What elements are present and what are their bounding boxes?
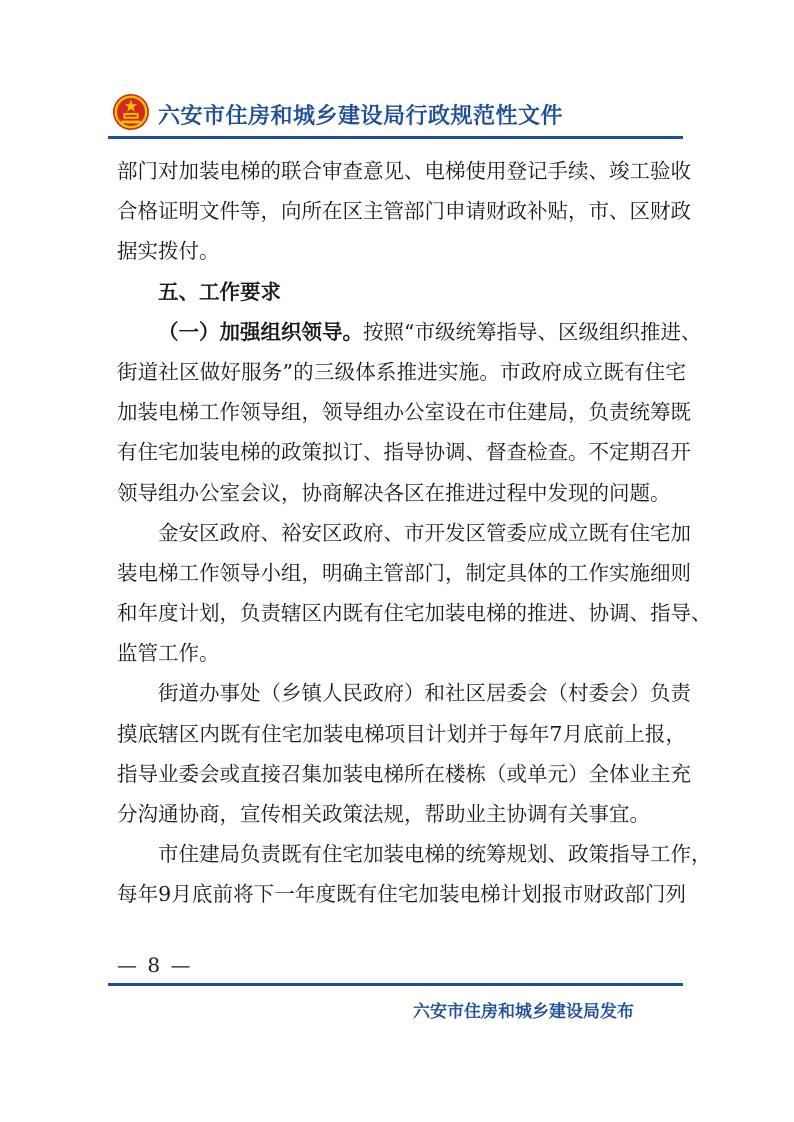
document-header (108, 88, 683, 138)
footer-publisher: 六安市住房和城乡建设局发布 (413, 1002, 634, 1022)
paragraph-line: 领导组办公室会议，协商解决各区在推进过程中发现的问题。 (117, 480, 671, 505)
page-number: — 8 — (117, 953, 193, 977)
national-emblem-icon (112, 93, 150, 131)
paragraph-line: 加装电梯工作领导组，领导组办公室设在市住建局，负责统筹既 (117, 400, 691, 425)
paragraph-line: 街道社区做好服务”的三级体系推进实施。市政府成立既有住宅 (117, 359, 686, 384)
paragraph-line: 摸底辖区内既有住宅加装电梯项目计划并于每年7月底前上报， (117, 721, 686, 746)
paragraph-line: 分沟通协商，宣传相关政策法规，帮助业主协调有关事宜。 (117, 802, 650, 826)
paragraph-line: 金安区政府、裕安区政府、市开发区管委应成立既有住宅加 (158, 520, 691, 545)
paragraph-line: 市住建局负责既有住宅加装电梯的统筹规划、政策指导工作， (158, 842, 712, 867)
paragraph-line: 和年度计划，负责辖区内既有住宅加装电梯的推进、协调、指导、 (117, 601, 712, 626)
paragraph-line: 每年9月底前将下一年度既有住宅加装电梯计划报市财政部门列 (117, 882, 686, 907)
paragraph-line: 街道办事处（乡镇人民政府）和社区居委会（村委会）负责 (158, 681, 691, 706)
document-header-title: 六安市住房和城乡建设局行政规范性文件 (158, 104, 564, 129)
paragraph-line: 有住宅加装电梯的政策拟订、指导协调、督查检查。不定期召开 (117, 440, 691, 465)
document-body (117, 151, 712, 915)
paragraph-line (117, 312, 702, 352)
paragraph-line: 合格证明文件等，向所在区主管部门申请财政补贴，市、区财政 (117, 199, 691, 224)
paragraph-line-text: 按照“市级统筹指导、区级组织推进、 (363, 319, 702, 344)
header-divider (108, 136, 683, 139)
paragraph-line: 部门对加装电梯的联合审查意见、电梯使用登记手续、竣工验收 (117, 159, 691, 183)
paragraph-line: 据实拨付。 (117, 239, 220, 264)
paragraph-line: 指导业委会或直接召集加装电梯所在楼栋（或单元）全体业主充 (117, 761, 691, 786)
subsection-heading: （一）加强组织领导。 (158, 319, 363, 344)
footer-divider (108, 983, 683, 986)
paragraph-line: 装电梯工作领导小组，明确主管部门，制定具体的工作实施细则 (117, 560, 691, 585)
section-heading: 五、工作要求 (158, 279, 281, 304)
paragraph-line: 监管工作。 (117, 641, 220, 666)
